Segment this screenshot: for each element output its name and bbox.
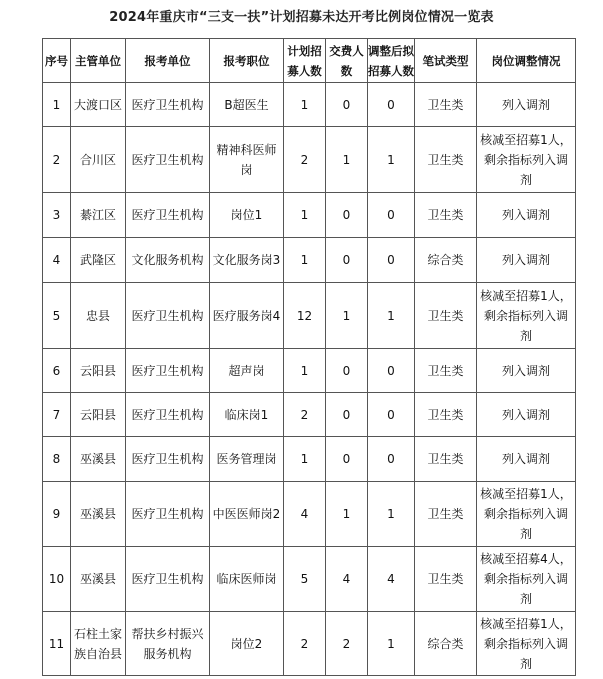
cell-planned: 2 bbox=[284, 127, 326, 193]
cell-authority: 云阳县 bbox=[71, 349, 126, 393]
table-row bbox=[43, 482, 576, 547]
cell-authority: 巫溪县 bbox=[71, 482, 126, 547]
table-row bbox=[43, 283, 576, 349]
cell-adjustment: 列入调剂 bbox=[477, 349, 576, 393]
cell-adjustment: 列入调剂 bbox=[477, 437, 576, 482]
table-header-row bbox=[43, 39, 576, 83]
cell-index: 7 bbox=[43, 393, 71, 437]
header-cell: 序号 bbox=[43, 39, 71, 83]
cell-position: 医疗服务岗4 bbox=[210, 283, 284, 349]
page-title: 2024年重庆市“三支一扶”计划招募未达开考比例岗位情况一览表 bbox=[109, 10, 494, 25]
cell-unit: 医疗卫生机构 bbox=[126, 393, 210, 437]
table-row bbox=[43, 612, 576, 676]
cell-position: 临床医师岗 bbox=[210, 547, 284, 612]
cell-exam-type: 卫生类 bbox=[415, 482, 477, 547]
cell-paid: 1 bbox=[326, 127, 368, 193]
cell-adjusted: 4 bbox=[368, 547, 415, 612]
cell-planned: 1 bbox=[284, 349, 326, 393]
cell-unit: 文化服务机构 bbox=[126, 238, 210, 283]
cell-unit: 医疗卫生机构 bbox=[126, 547, 210, 612]
cell-paid: 0 bbox=[326, 193, 368, 238]
cell-unit: 医疗卫生机构 bbox=[126, 283, 210, 349]
cell-index: 3 bbox=[43, 193, 71, 238]
cell-adjusted: 1 bbox=[368, 612, 415, 676]
cell-position: 文化服务岗3 bbox=[210, 238, 284, 283]
cell-index: 2 bbox=[43, 127, 71, 193]
cell-adjusted: 0 bbox=[368, 193, 415, 238]
cell-position: 精神科医师岗 bbox=[210, 127, 284, 193]
cell-adjustment: 核减至招募1人，剩余指标列入调剂 bbox=[477, 482, 576, 547]
cell-exam-type: 卫生类 bbox=[415, 283, 477, 349]
cell-adjustment: 核减至招募4人，剩余指标列入调剂 bbox=[477, 547, 576, 612]
cell-paid: 0 bbox=[326, 437, 368, 482]
cell-paid: 4 bbox=[326, 547, 368, 612]
header-cell: 主管单位 bbox=[71, 39, 126, 83]
cell-adjustment: 核减至招募1人，剩余指标列入调剂 bbox=[477, 127, 576, 193]
cell-paid: 2 bbox=[326, 612, 368, 676]
cell-planned: 1 bbox=[284, 83, 326, 127]
cell-index: 10 bbox=[43, 547, 71, 612]
cell-adjusted: 0 bbox=[368, 238, 415, 283]
cell-exam-type: 综合类 bbox=[415, 612, 477, 676]
cell-unit: 医疗卫生机构 bbox=[126, 127, 210, 193]
cell-index: 8 bbox=[43, 437, 71, 482]
cell-adjustment: 列入调剂 bbox=[477, 193, 576, 238]
cell-authority: 大渡口区 bbox=[71, 83, 126, 127]
cell-authority: 巫溪县 bbox=[71, 547, 126, 612]
cell-adjusted: 0 bbox=[368, 393, 415, 437]
cell-authority: 忠县 bbox=[71, 283, 126, 349]
cell-paid: 0 bbox=[326, 83, 368, 127]
cell-paid: 0 bbox=[326, 349, 368, 393]
cell-unit: 医疗卫生机构 bbox=[126, 437, 210, 482]
cell-adjustment: 列入调剂 bbox=[477, 393, 576, 437]
cell-planned: 1 bbox=[284, 193, 326, 238]
cell-planned: 12 bbox=[284, 283, 326, 349]
cell-position: 岗位2 bbox=[210, 612, 284, 676]
cell-planned: 1 bbox=[284, 238, 326, 283]
cell-adjustment: 核减至招募1人，剩余指标列入调剂 bbox=[477, 283, 576, 349]
header-cell: 报考单位 bbox=[126, 39, 210, 83]
cell-paid: 0 bbox=[326, 393, 368, 437]
cell-authority: 綦江区 bbox=[71, 193, 126, 238]
cell-index: 11 bbox=[43, 612, 71, 676]
cell-adjusted: 1 bbox=[368, 127, 415, 193]
cell-authority: 石柱土家族自治县 bbox=[71, 612, 126, 676]
cell-planned: 4 bbox=[284, 482, 326, 547]
cell-planned: 2 bbox=[284, 393, 326, 437]
cell-adjustment: 列入调剂 bbox=[477, 83, 576, 127]
table-row bbox=[43, 238, 576, 283]
cell-adjustment: 核减至招募1人，剩余指标列入调剂 bbox=[477, 612, 576, 676]
table-row bbox=[43, 193, 576, 238]
table-row bbox=[43, 349, 576, 393]
cell-unit: 医疗卫生机构 bbox=[126, 193, 210, 238]
cell-adjusted: 1 bbox=[368, 482, 415, 547]
header-cell: 交费人数 bbox=[326, 39, 368, 83]
cell-position: 中医医师岗2 bbox=[210, 482, 284, 547]
cell-position: 岗位1 bbox=[210, 193, 284, 238]
table-row bbox=[43, 437, 576, 482]
cell-exam-type: 卫生类 bbox=[415, 83, 477, 127]
cell-exam-type: 卫生类 bbox=[415, 193, 477, 238]
header-cell: 计划招募人数 bbox=[284, 39, 326, 83]
cell-paid: 1 bbox=[326, 482, 368, 547]
cell-exam-type: 卫生类 bbox=[415, 127, 477, 193]
cell-paid: 1 bbox=[326, 283, 368, 349]
cell-authority: 武隆区 bbox=[71, 238, 126, 283]
cell-index: 4 bbox=[43, 238, 71, 283]
header-cell: 岗位调整情况 bbox=[477, 39, 576, 83]
cell-index: 9 bbox=[43, 482, 71, 547]
cell-adjusted: 1 bbox=[368, 283, 415, 349]
cell-exam-type: 卫生类 bbox=[415, 349, 477, 393]
cell-adjustment: 列入调剂 bbox=[477, 238, 576, 283]
cell-adjusted: 0 bbox=[368, 83, 415, 127]
cell-authority: 云阳县 bbox=[71, 393, 126, 437]
cell-paid: 0 bbox=[326, 238, 368, 283]
cell-unit: 医疗卫生机构 bbox=[126, 482, 210, 547]
cell-authority: 巫溪县 bbox=[71, 437, 126, 482]
cell-unit: 帮扶乡村振兴服务机构 bbox=[126, 612, 210, 676]
cell-planned: 1 bbox=[284, 437, 326, 482]
table-row bbox=[43, 393, 576, 437]
cell-index: 6 bbox=[43, 349, 71, 393]
table-row bbox=[43, 127, 576, 193]
cell-exam-type: 卫生类 bbox=[415, 547, 477, 612]
cell-index: 5 bbox=[43, 283, 71, 349]
cell-authority: 合川区 bbox=[71, 127, 126, 193]
header-cell: 报考职位 bbox=[210, 39, 284, 83]
table-row bbox=[43, 83, 576, 127]
cell-adjusted: 0 bbox=[368, 437, 415, 482]
cell-unit: 医疗卫生机构 bbox=[126, 349, 210, 393]
cell-position: B超医生 bbox=[210, 83, 284, 127]
cell-exam-type: 综合类 bbox=[415, 238, 477, 283]
cell-planned: 5 bbox=[284, 547, 326, 612]
header-cell: 调整后拟招募人数 bbox=[368, 39, 415, 83]
cell-planned: 2 bbox=[284, 612, 326, 676]
cell-position: 医务管理岗 bbox=[210, 437, 284, 482]
positions-table bbox=[42, 38, 576, 676]
cell-exam-type: 卫生类 bbox=[415, 437, 477, 482]
cell-exam-type: 卫生类 bbox=[415, 393, 477, 437]
table-row bbox=[43, 547, 576, 612]
cell-position: 超声岗 bbox=[210, 349, 284, 393]
cell-adjusted: 0 bbox=[368, 349, 415, 393]
cell-position: 临床岗1 bbox=[210, 393, 284, 437]
cell-unit: 医疗卫生机构 bbox=[126, 83, 210, 127]
header-cell: 笔试类型 bbox=[415, 39, 477, 83]
cell-index: 1 bbox=[43, 83, 71, 127]
